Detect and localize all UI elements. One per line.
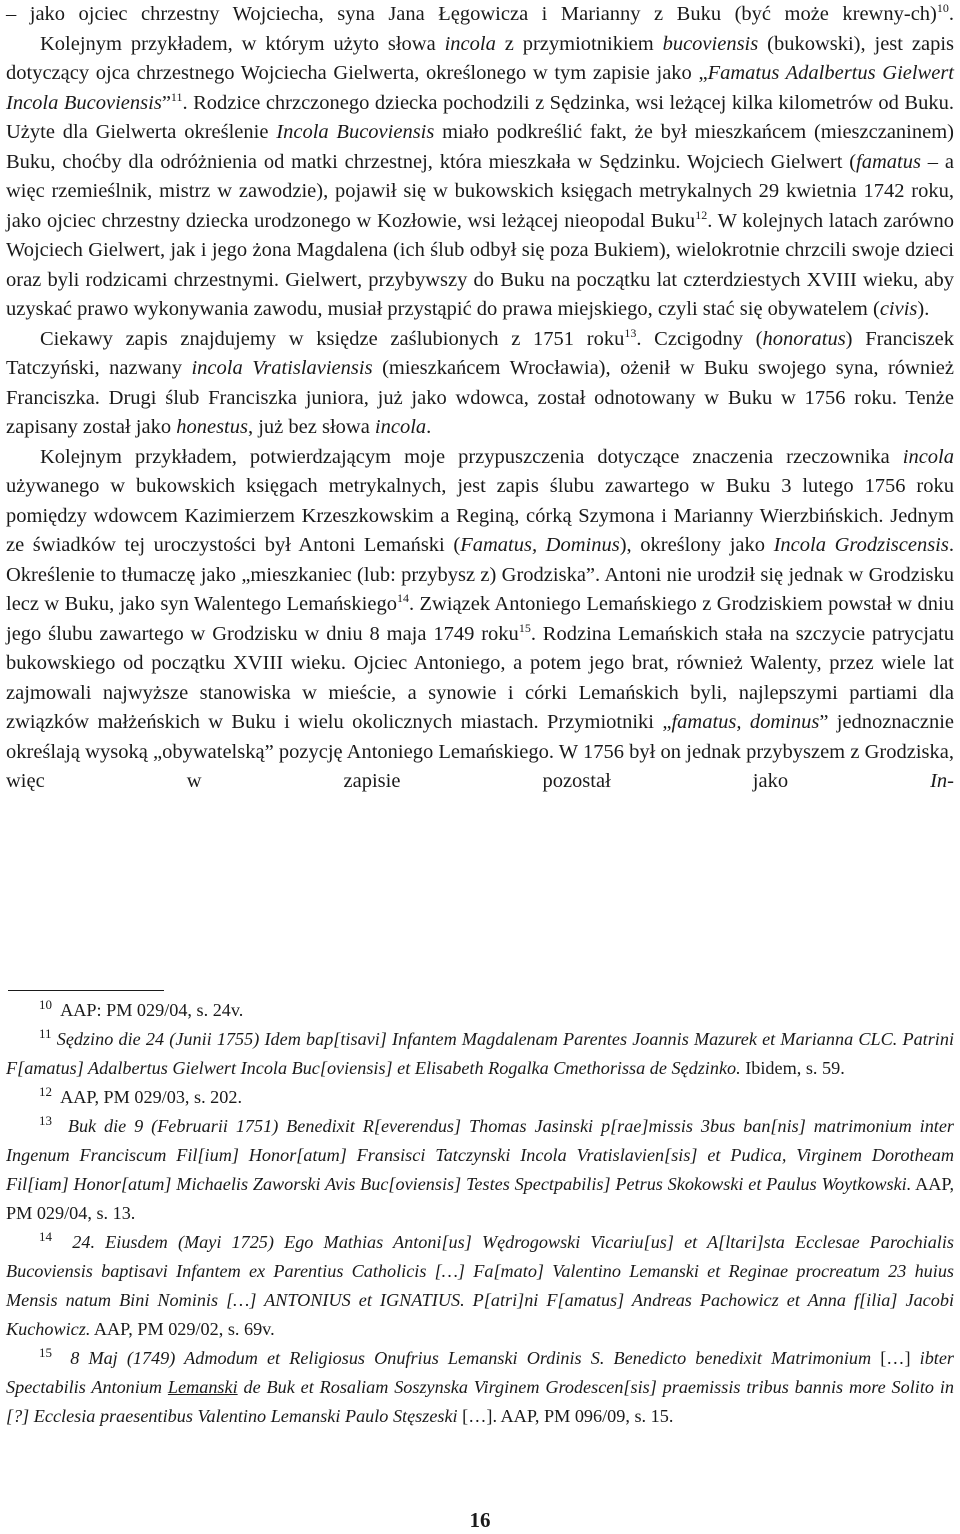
footnote-divider <box>8 990 164 991</box>
footnote-number: 15 <box>39 1345 52 1360</box>
footnote-citation: AAP, PM 029/02, s. 69v. <box>90 1319 275 1339</box>
footnote-latin-quote: 8 Maj (1749) Admodum et Religiosus Onufrius Lemanski Ordinis S. Benedicto benedixit Matrimonium <box>70 1348 872 1368</box>
footnote-ref-10[interactable]: 10 <box>936 1 949 15</box>
footnote-ref-12[interactable]: 12 <box>695 207 708 222</box>
footnote-text: AAP: PM 029/04, s. 24v. <box>60 1000 244 1020</box>
italic-term: Incola Bucoviensis <box>276 121 435 143</box>
text-run: ) Franciszek Tatczyński, nazwany <box>6 327 954 379</box>
italic-term: honoratus <box>762 327 846 350</box>
text-run: . Czcigodny ( <box>636 327 763 350</box>
italic-term: Incola Grodziscensis <box>773 534 949 556</box>
italic-term: incola <box>902 445 954 468</box>
footnotes <box>6 996 954 1431</box>
italic-term: Famatus, Dominus <box>460 534 620 556</box>
text-run: Kolejnym przykładem, potwierdzającym moje przypuszczenia dotyczące znaczenia rzeczownika <box>40 445 903 468</box>
text-run: , już bez słowa <box>247 416 375 438</box>
text-run: ). <box>917 298 930 320</box>
text-run: ), określony jako <box>619 534 774 556</box>
italic-term: incola <box>444 32 496 55</box>
text-run: – jako ojciec chrzestny Wojciecha, syna Jana Łęgowicza i Marianny z Buku (być może krewny-ch) <box>6 3 937 25</box>
paragraph-1 <box>6 0 954 30</box>
text-run: z przymiotnikiem <box>495 32 663 55</box>
italic-term: famatus, dominus <box>671 711 820 733</box>
footnote-text: AAP, PM 029/03, s. 202. <box>60 1087 243 1107</box>
italic-term: incola Vratislaviensis <box>191 357 373 379</box>
footnote-12 <box>6 1083 954 1112</box>
paragraph-4 <box>6 443 954 797</box>
footnote-number: 10 <box>39 997 52 1012</box>
italic-term: bucoviensis <box>662 32 759 55</box>
text-run: . <box>426 416 432 438</box>
text-run: Ciekawy zapis znajdujemy w księdze zaślubionych z 1751 roku <box>40 327 625 350</box>
footnote-11 <box>6 1025 954 1083</box>
footnote-15 <box>6 1344 954 1431</box>
footnote-latin-quote: de Buk et Rosaliam Soszynska Virginem Grodescen[sis] praemissis tribus bannis more Solito in [?] Ecclesia praesentibus Valentino Lemanski Paulo Stęszeski <box>6 1377 954 1426</box>
footnote-10 <box>6 996 954 1025</box>
footnote-latin-quote: 24. Eiusdem (Mayi 1725) Ego Mathias Antoni[us] Wędrogowski Vicariu[us] et A[ltari]sta Ecclesae Parochialis Bucoviensis baptisavi Infantem ex Parentius Catholicis […] Fa[mato] Valentino Lemanski et Reginae procreatum 23 huius Mensis natum Bini Nominis […] ANTONIUS et IGNATIUS. P[atri]ni F[amatus] Andreas Pachowicz et Anna f[ilia] Jacobi Kuchowicz. <box>6 1232 954 1339</box>
footnote-ref-15[interactable]: 15 <box>518 620 531 635</box>
paragraph-2 <box>6 30 954 325</box>
italic-term: Famatus Adalbertus Gielwert Incola Bucoviensis <box>6 62 954 114</box>
footnote-14 <box>6 1228 954 1344</box>
footnote-number: 13 <box>39 1113 52 1128</box>
italic-term: civis <box>879 298 918 320</box>
footnote-ref-13[interactable]: 13 <box>624 325 637 340</box>
text-run: (bukowski), jest zapis dotyczący ojca chrzestnego Wojciecha Gielwerta, określonego w tym zapisie jako „ <box>6 32 954 84</box>
page-number: 16 <box>469 1508 491 1532</box>
footnote-number: 12 <box>39 1084 52 1099</box>
footnote-ellipsis: […] <box>871 1348 920 1368</box>
footnote-number: 14 <box>39 1229 52 1244</box>
paragraph-3 <box>6 325 954 443</box>
text-run: . Określenie to tłumaczę jako „mieszkaniec (lub: przybysz z) Grodziska”. Antoni nie urodził się jednak w Grodzisku lecz w Buku, jako syn Walentego Lemańskiego <box>6 534 954 615</box>
text-run: ” jednoznacznie określają wysoką „obywatelską” pozycję Antoniego Lemańskiego. W 1756 był on jednak przybyszem z Grodziska, więc w zapisie pozostał jako <box>6 711 954 792</box>
main-text <box>6 0 954 797</box>
italic-term: In- <box>930 770 954 792</box>
footnote-citation: Ibidem, s. 59. <box>740 1058 845 1078</box>
footnote-ref-14[interactable]: 14 <box>396 591 409 605</box>
italic-term: incola <box>374 416 427 438</box>
text-run: . Rodzina Lemańskich stała na szczycie patrycjatu bukowskiego od początku XVIII wieku. Ojciec Antoniego, a potem jego brat, również Walenty, przez wiele lat zajmowali najwyższe stanowiska w mieście, a synowie i córki Lemańskich byli, najlepszymi partiami dla związków małżeńskich w Buku i wielu okolicznych miastach. Przymiotniki „ <box>6 622 954 733</box>
footnote-13 <box>6 1112 954 1228</box>
italic-term: honestus <box>176 416 248 438</box>
underlined-name: Lemanski <box>167 1377 238 1397</box>
footnote-citation: AAP, PM 029/04, s. 13. <box>6 1174 954 1223</box>
text-run: . W kolejnych latach zarówno Wojciech Gielwert, jak i jego żona Magdalena (ich ślub odbył się poza Bukiem), wielokrotnie chrzcili swoje dzieci oraz byli rodzicami chrzestnymi. Gielwert, przybywszy do Buku na początku lat czterdziestych XVIII wieku, aby uzyskać prawo wykonywania zawodu, musiał przystąpić do prawa miejskiego, czyli stać się obywatelem ( <box>6 209 954 320</box>
text-run: ” <box>161 91 171 114</box>
text-run: . Związek Antoniego Lemańskiego z Grodziskiem powstał w dniu jego ślubu zawartego w Grodzisku w dniu 8 maja 1749 roku <box>6 593 954 645</box>
footnote-latin-quote: Buk die 9 (Februarii 1751) Benedixit R[everendus] Thomas Jasinski p[rae]missis 3bus ban[nis] matrimonium inter Ingenum Franciscum Fil[ium] Honor[atum] Fransisci Tatczynski Incola Vratislavien[sis] et Pudica, Virginem Dorotheam Fil[iam] Honor[atum] Michaelis Zaworski Avis Buc[oviensis] Testes Spectpabilis] Petrus Skokowski et Paulus Woytkowski. <box>6 1116 954 1194</box>
footnote-number: 11 <box>39 1026 52 1041</box>
text-run: używanego w bukowskich księgach metrykalnych, jest zapis ślubu zawartego w Buku 3 lutego 1756 roku pomiędzy wdowcem Kazimierzem Krzeszkowskim a Reginą, córką Szymona i Marianny Wierzbińskich. Jednym ze świadków tej uroczystości był Antoni Lemański ( <box>6 475 954 556</box>
italic-term: famatus <box>856 150 921 173</box>
footnote-citation: […]. AAP, PM 096/09, s. 15. <box>457 1406 674 1426</box>
text-run: Kolejnym przykładem, w którym użyto słowa <box>40 32 445 55</box>
footnote-ref-11[interactable]: 11 <box>170 89 183 104</box>
text-run: . Rodzice chrzczonego dziecka pochodzili z Sędzinka, wsi leżącej kilka kilometrów od Buku. Użyte dla Gielwerta określenie <box>6 91 954 143</box>
footnote-latin-quote: Sędzino die 24 (Junii 1755) Idem bap[tisavi] Infantem Magdalenam Parentes Joannis Mazurek et Marianna CLC. Patrini F[amatus] Adalbertus Gielwert Incola Buc[oviensis] et Elisabeth Rogalka Cmethorissa de Sędzinko. <box>6 1029 954 1078</box>
footnote-latin-quote: ibter Spectabilis Antonium <box>6 1348 954 1397</box>
text-run: (mieszkańcem Wrocławia), ożenił w Buku swojego syna, również Franciszka. Drugi ślub Franciszka juniora, już jako wdowca, został odnotowany w Buku w 1756 roku. Tenże zapisany został jako <box>6 357 954 438</box>
text-run: . <box>948 3 954 25</box>
text-run: – a więc rzemieślnik, mistrz w zawodzie), pojawił się w bukowskich księgach metrykalnych 29 kwietnia 1742 roku, jako ojciec chrzestny dziecka urodzonego w Kozłowie, wsi leżącej nieopodal Buku <box>6 150 954 232</box>
text-run: miało podkreślić fakt, że był mieszkańcem (mieszczaninem) Buku, choćby dla odróżnienia od matki chrzestnej, która mieszkała w Sędzinku. Wojciech Gielwert ( <box>6 121 954 173</box>
